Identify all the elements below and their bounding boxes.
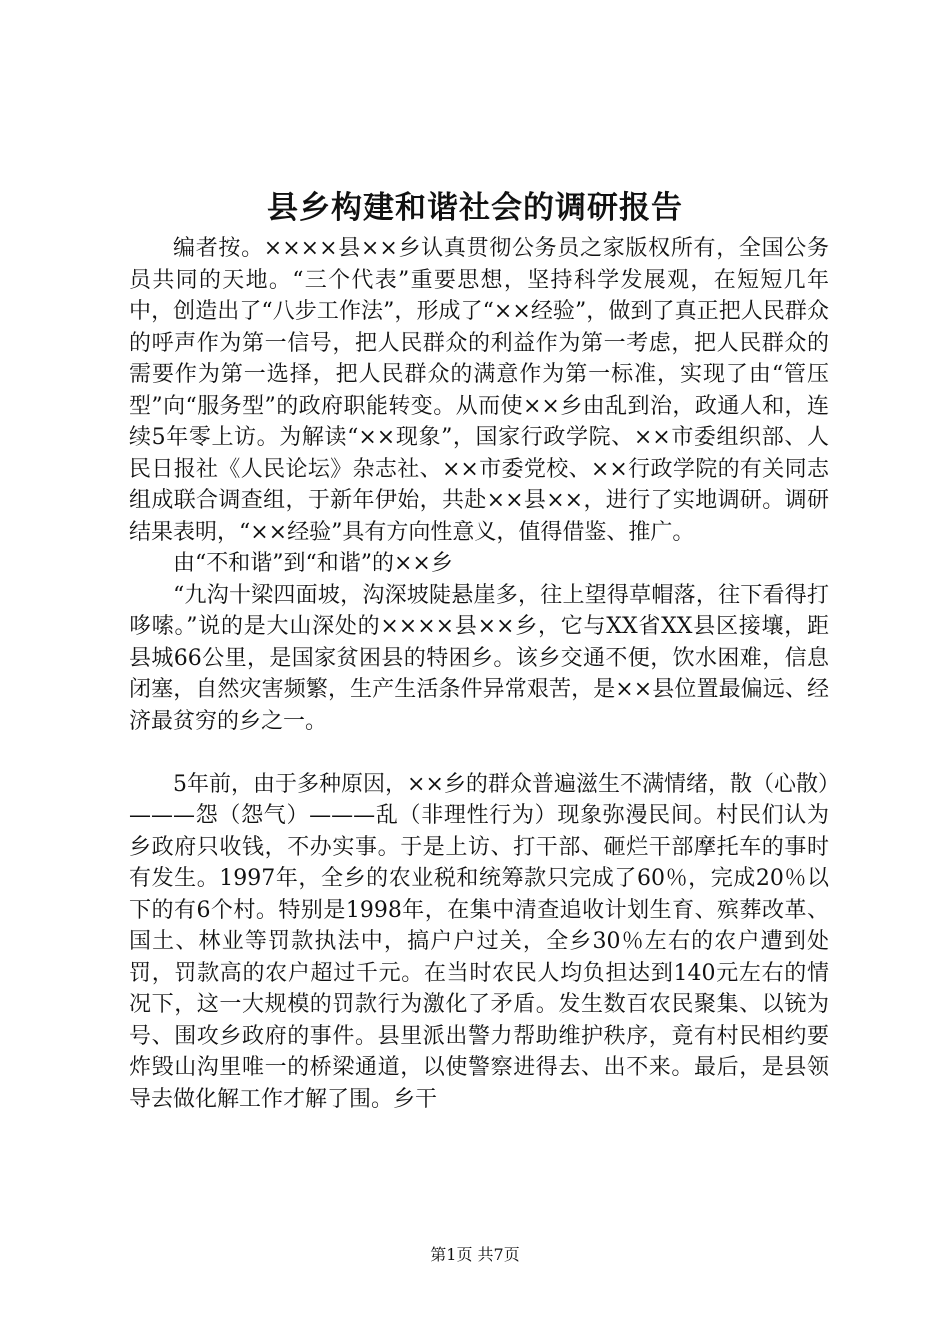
document-title: 县乡构建和谐社会的调研报告 (267, 190, 683, 226)
document-body (129, 233, 829, 1115)
history-paragraph: 5年前，由于多种原因，××乡的群众普遍滋生不满情绪，散（心散）———怨（怨气）———乱（非理性行为）现象弥漫民间。村民们认为乡政府只收钱，不办实事。于是上访、打干部、砸烂干部摩托车的事时有发生。1997年，全乡的农业税和统筹款只完成了60％，完成20％以下的有6个村。特别是1998年，在集中清查追收计划生育、殡葬改革、国土、林业等罚款执法中，搞户户过关，全乡30％左右的农户遭到处罚，罚款高的农户超过千元。在当时农民人均负担达到140元左右的情况下，这一大规模的罚款行为激化了矛盾。发生数百农民聚集、以铳为号、围攻乡政府的事件。县里派出警力帮助维护秩序，竟有村民相约要炸毁山沟里唯一的桥梁通道，以使警察进得去、出不来。最后，是县领导去做化解工作才解了围。乡干 (129, 771, 829, 1112)
page-number-footer: 第1页 共7页 (430, 1245, 520, 1264)
editor-note-paragraph: 编者按。××××县××乡认真贯彻公务员之家版权所有，全国公务员共同的天地。“三个代表”重要思想，坚持科学发展观，在短短几年中，创造出了“八步工作法”，形成了“××经验”，做到了真正把人民群众的呼声作为第一信号，把人民群众的利益作为第一考虑，把人民群众的需要作为第一选择，把人民群众的满意作为第一标准，实现了由“管压型”向“服务型”的政府职能转变。从而使××乡由乱到治，政通人和，连续5年零上访。为解读“××现象”，国家行政学院、××市委组织部、人民日报社《人民论坛》杂志社、××市委党校、××行政学院的有关同志组成联合调查组，于新年伊始，共赴××县××，进行了实地调研。调研结果表明，“××经验”具有方向性意义，值得借鉴、推广。 (129, 236, 829, 545)
background-paragraph: “九沟十梁四面坡，沟深坡陡悬崖多，往上望得草帽落，往下看得打哆嗦。”说的是大山深处的××××县××乡，它与XX省XX县区接壤，距县城66公里，是国家贫困县的特困乡。该乡交通不便，饮水困难，信息闭塞，自然灾害频繁，生产生活条件异常艰苦，是××县位置最偏远、经济最贫穷的乡之一。 (129, 582, 829, 734)
section-heading-paragraph: 由“不和谐”到“和谐”的××乡 (173, 551, 453, 576)
